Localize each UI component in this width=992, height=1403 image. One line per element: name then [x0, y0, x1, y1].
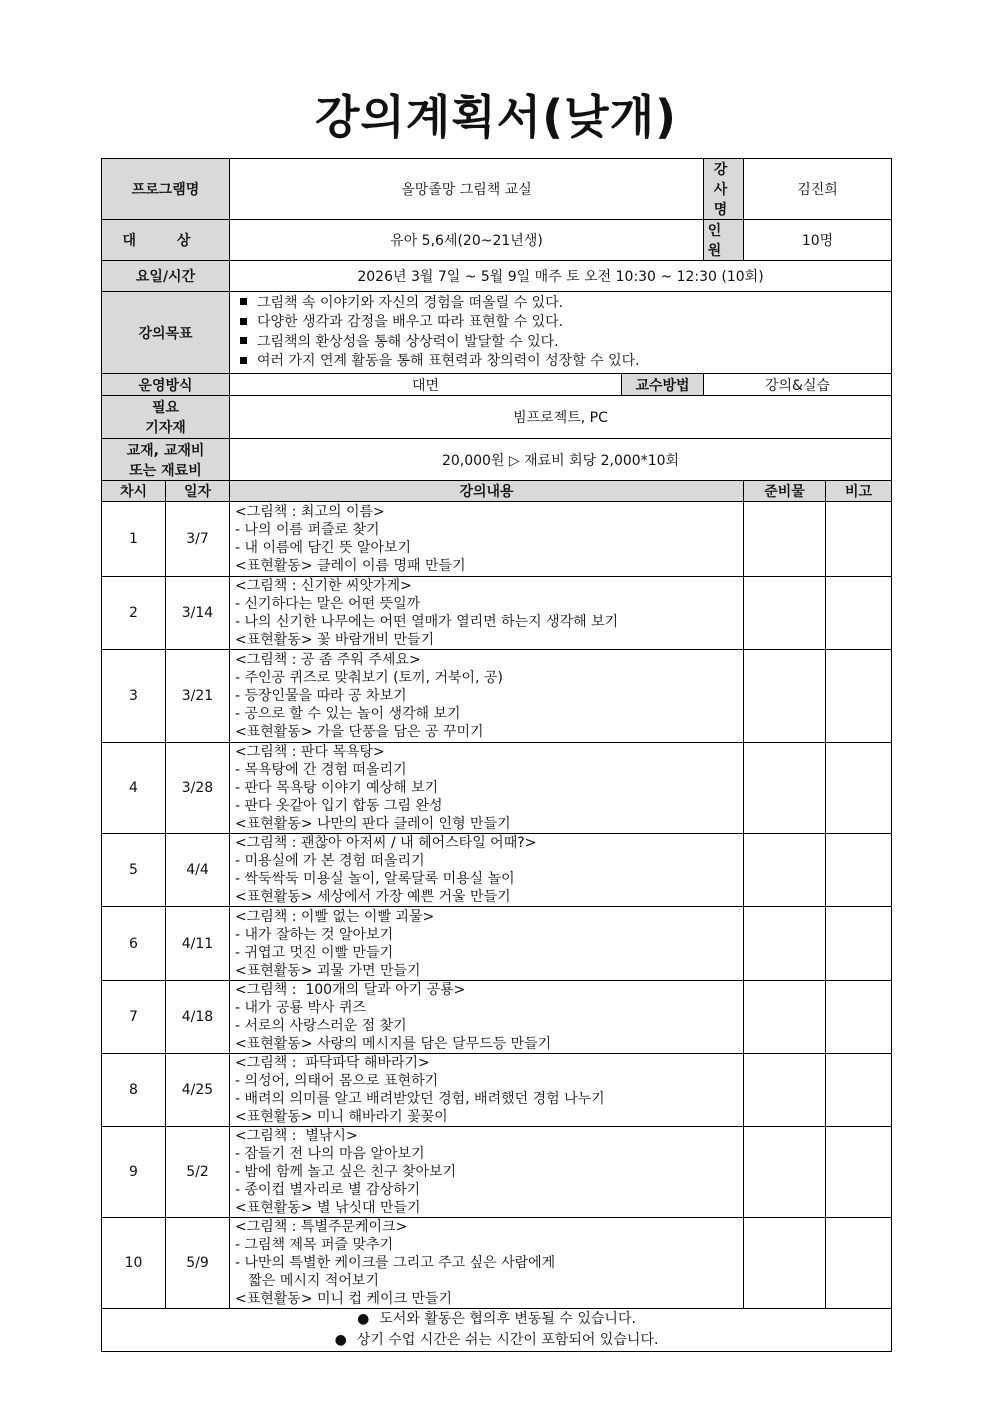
content-line: - 잠들기 전 나의 마음 알아보기 [235, 1146, 425, 1162]
bullet-dot-icon: ● [357, 1311, 370, 1327]
content-line: - 서로의 사랑스러운 점 찾기 [235, 1018, 407, 1034]
note-cell [826, 1218, 892, 1309]
program-label: 프로그램명 [102, 159, 230, 220]
session-date: 4/18 [166, 981, 230, 1054]
session-number: 3 [102, 650, 166, 743]
note-cell [826, 1054, 892, 1127]
content-line: - 의성어, 의태어 몸으로 표현하기 [235, 1073, 439, 1089]
session-number: 9 [102, 1127, 166, 1218]
content-line: <그림책 : 괜찮아 아저씨 / 내 헤어스타일 어때?> [235, 835, 537, 851]
session-content [230, 834, 744, 907]
sessions-list [102, 502, 892, 1309]
square-bullet-icon [240, 357, 247, 364]
content-line: <표현활동> 별 낚싯대 만들기 [235, 1200, 421, 1216]
note-cell [826, 981, 892, 1054]
session-date: 5/2 [166, 1127, 230, 1218]
content-line: - 공으로 할 수 있는 놀이 생각해 보기 [235, 706, 461, 722]
document-title: 강의계획서(낮개) [314, 90, 678, 144]
content-line: - 목욕탕에 간 경험 떠올리기 [235, 762, 407, 778]
prep-cell [744, 1054, 826, 1127]
content-col-header: 강의내용 [230, 481, 744, 502]
prep-cell [744, 1218, 826, 1309]
content-line: - 판다 목욕탕 이야기 예상해 보기 [235, 780, 439, 796]
square-bullet-icon [240, 298, 247, 305]
content-line: - 나만의 특별한 케이크를 그리고 주고 싶은 사람에게 [235, 1255, 556, 1271]
content-line: <표현활동> 가을 단풍을 담은 공 꾸미기 [235, 724, 484, 740]
notes-cell [102, 1309, 892, 1352]
content-line: <표현활동> 괴물 가면 만들기 [235, 962, 421, 979]
goal-item: 그림책 속 이야기와 자신의 경험을 떠올릴 수 있다. [236, 294, 891, 314]
content-line: <표현활동> 미니 컵 케이크 만들기 [235, 1291, 453, 1307]
content-line: <표현활동> 클레이 이름 명패 만들기 [235, 558, 466, 574]
lecture-plan-table [101, 158, 892, 1352]
prep-cell [744, 834, 826, 907]
date-col-header: 일자 [166, 481, 230, 502]
session-content [230, 1054, 744, 1127]
session-date: 3/14 [166, 577, 230, 650]
content-line: - 내 이름에 담긴 뜻 알아보기 [235, 540, 412, 556]
equipment-value: 빔프로젝트, PC [230, 396, 892, 439]
schedule-value: 2026년 3월 7일 ~ 5월 9일 매주 토 오전 10:30 ~ 12:30 (10회) [230, 261, 892, 292]
content-line: - 나의 이름 퍼즐로 찾기 [235, 522, 380, 538]
goal-item: 여러 가지 연계 활동을 통해 표현력과 창의력이 성장할 수 있다. [236, 352, 891, 372]
content-line: - 그림책 제목 퍼즐 맞추기 [235, 1237, 394, 1253]
content-line: - 내가 잘하는 것 알아보기 [235, 926, 394, 943]
session-row [102, 907, 892, 981]
prep-cell [744, 981, 826, 1054]
session-date: 3/28 [166, 743, 230, 834]
session-content [230, 1218, 744, 1309]
content-line: <그림책 : 특별주문케이크> [235, 1219, 408, 1235]
note-item: ● 상기 수업 시간은 쉬는 시간이 포함되어 있습니다. [334, 1332, 659, 1348]
goal-item: 그림책의 환상성을 통해 상상력이 발달할 수 있다. [236, 333, 891, 353]
session-content [230, 1127, 744, 1218]
content-line: <그림책 : 파닥파닥 해바라기> [235, 1055, 430, 1071]
content-line: - 미용실에 가 본 경험 떠올리기 [235, 853, 425, 869]
content-line: - 주인공 퀴즈로 맞춰보기 (토끼, 거북이, 공) [235, 670, 503, 686]
content-line: - 내가 공룡 박사 퀴즈 [235, 1000, 367, 1016]
headcount-label: 인 원 [704, 220, 744, 261]
content-line: - 등장인물을 따라 공 차보기 [235, 688, 407, 704]
square-bullet-icon [240, 337, 247, 344]
session-row [102, 1054, 892, 1127]
prep-cell [744, 502, 826, 577]
target-value: 유아 5,6세(20~21년생) [230, 220, 704, 261]
target-label: 대 상 [102, 220, 230, 261]
session-date: 4/4 [166, 834, 230, 907]
session-number: 8 [102, 1054, 166, 1127]
note-item: ● 도서와 활동은 협의후 변동될 수 있습니다. [357, 1311, 636, 1327]
content-line: <그림책 : 최고의 이름> [235, 504, 385, 520]
instructor-value: 김진희 [744, 159, 892, 220]
note-cell [826, 834, 892, 907]
bullet-dot-icon: ● [334, 1332, 347, 1348]
session-date: 4/11 [166, 907, 230, 981]
session-row [102, 834, 892, 907]
note-cell [826, 650, 892, 743]
method-value: 강의&실습 [704, 374, 892, 396]
content-line: - 귀엽고 멋진 이빨 만들기 [235, 944, 394, 961]
session-row [102, 981, 892, 1054]
prep-cell [744, 577, 826, 650]
headcount-value: 10명 [744, 220, 892, 261]
content-line: <그림책 : 신기한 씨앗가게> [235, 578, 412, 594]
materials-value: 20,000원 ▷ 재료비 회당 2,000*10회 [230, 439, 892, 481]
note-cell [826, 502, 892, 577]
session-number: 7 [102, 981, 166, 1054]
content-line: - 싹둑싹둑 미용실 놀이, 알록달록 미용실 놀이 [235, 871, 515, 887]
session-number: 4 [102, 743, 166, 834]
operation-value: 대면 [230, 374, 622, 396]
note-cell [826, 907, 892, 981]
content-line: <그림책 : 100개의 달과 아기 공룡> [235, 982, 466, 998]
content-line: - 판다 옷같아 입기 합동 그림 완성 [235, 798, 443, 814]
goal-item: 다양한 생각과 감정을 배우고 따라 표현할 수 있다. [236, 313, 891, 333]
session-date: 3/7 [166, 502, 230, 577]
content-line: <표현활동> 세상에서 가장 예쁜 거울 만들기 [235, 889, 511, 905]
prep-cell [744, 907, 826, 981]
square-bullet-icon [240, 318, 247, 325]
session-row [102, 743, 892, 834]
content-line: <표현활동> 사랑의 메시지를 담은 달무드등 만들기 [235, 1036, 552, 1052]
instructor-label: 강 사 명 [704, 159, 744, 220]
content-line: <그림책 : 별낚시> [235, 1128, 358, 1144]
session-number: 2 [102, 577, 166, 650]
equipment-label: 필요 기자재 [102, 396, 230, 439]
content-line: - 나의 신기한 나무에는 어떤 열매가 열리면 하는지 생각해 보기 [235, 614, 619, 630]
goals-list [230, 292, 892, 374]
session-content [230, 577, 744, 650]
content-line: <그림책 : 판다 목욕탕> [235, 744, 385, 760]
content-line: <표현활동> 꽃 바람개비 만들기 [235, 632, 435, 648]
program-value: 올망졸망 그림책 교실 [230, 159, 704, 220]
prep-cell [744, 743, 826, 834]
session-row [102, 1127, 892, 1218]
note-cell [826, 1127, 892, 1218]
session-number: 5 [102, 834, 166, 907]
operation-label: 운영방식 [102, 374, 230, 396]
method-label: 교수방법 [622, 374, 704, 396]
content-line: - 종이컵 별자리로 별 감상하기 [235, 1182, 421, 1198]
session-content [230, 981, 744, 1054]
session-date: 5/9 [166, 1218, 230, 1309]
content-line: <그림책 : 이빨 없는 이빨 괴물> [235, 908, 435, 925]
content-line: 짧은 메시지 적어보기 [235, 1273, 379, 1289]
note-cell [826, 577, 892, 650]
content-line: <표현활동> 미니 해바라기 꽃꽂이 [235, 1109, 448, 1125]
session-date: 4/25 [166, 1054, 230, 1127]
materials-label: 교재, 교재비 또는 재료비 [102, 439, 230, 481]
session-date: 3/21 [166, 650, 230, 743]
session-number: 1 [102, 502, 166, 577]
prep-cell [744, 650, 826, 743]
session-col-header: 차시 [102, 481, 166, 502]
session-row [102, 502, 892, 577]
session-row [102, 1218, 892, 1309]
content-line: <표현활동> 나만의 판다 클레이 인형 만들기 [235, 816, 511, 832]
content-line: <그림책 : 공 좀 주워 주세요> [235, 652, 421, 668]
note-cell [826, 743, 892, 834]
goals-label: 강의목표 [102, 292, 230, 374]
content-line: - 밤에 함께 놀고 싶은 친구 찾아보기 [235, 1164, 457, 1180]
session-content [230, 502, 744, 577]
content-line: - 배려의 의미를 알고 배려받았던 경험, 배려했던 경험 나누기 [235, 1091, 605, 1107]
session-number: 6 [102, 907, 166, 981]
session-content [230, 650, 744, 743]
session-content [230, 907, 744, 981]
prep-col-header: 준비물 [744, 481, 826, 502]
session-row [102, 650, 892, 743]
session-row [102, 577, 892, 650]
session-content [230, 743, 744, 834]
content-line: - 신기하다는 말은 어떤 뜻일까 [235, 596, 421, 612]
prep-cell [744, 1127, 826, 1218]
session-number: 10 [102, 1218, 166, 1309]
schedule-label: 요일/시간 [102, 261, 230, 292]
note-col-header: 비고 [826, 481, 892, 502]
